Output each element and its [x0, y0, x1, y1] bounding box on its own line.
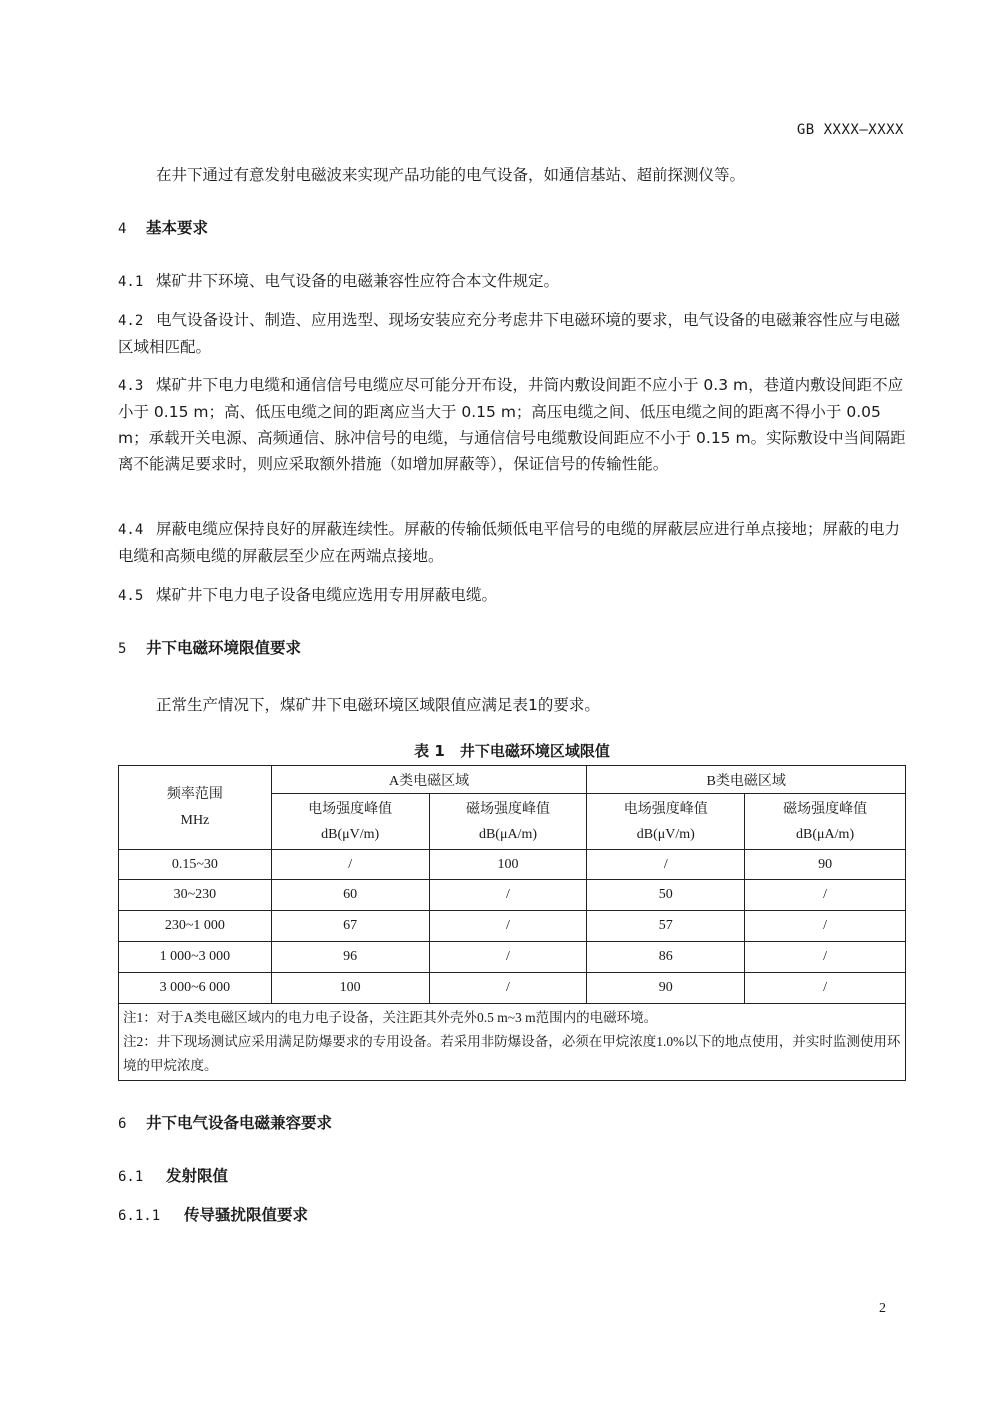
- clause-number: 4.2: [118, 313, 144, 329]
- zone-a-header: A类电磁区域: [271, 766, 587, 794]
- clause-number: 4.5: [118, 588, 144, 604]
- table-cell: 1 000~3 000: [119, 942, 272, 973]
- clause-text: 煤矿井下电力电子设备电缆应选用专用屏蔽电缆。: [156, 586, 498, 604]
- table-cell: 90: [745, 850, 906, 880]
- h-field-unit: dB(μA/m): [796, 826, 855, 842]
- table-1-title: 表 1 井下电磁环境区域限值: [414, 742, 610, 760]
- table-cell: 100: [429, 850, 587, 880]
- intro-paragraph: 在井下通过有意发射电磁波来实现产品功能的电气设备，如通信基站、超前探测仪等。: [156, 166, 746, 184]
- table-cell: 96: [271, 942, 429, 973]
- page-number: 2: [879, 1301, 886, 1316]
- section-4-title: 基本要求: [146, 219, 209, 237]
- table-cell: 60: [271, 880, 429, 911]
- table-note-2: 注2：井下现场测试应采用满足防爆要求的专用设备。若采用非防爆设备，必须在甲烷浓度1.0%以下的地点使用，并实时监测使用环境的甲烷浓度。: [123, 1034, 901, 1073]
- document-code: GB XXXX—XXXX: [796, 122, 904, 138]
- table-row: [119, 973, 906, 1004]
- table-row: [119, 850, 906, 880]
- clause-number: 4.3: [118, 378, 144, 394]
- e-field-label: 电场强度峰值: [623, 801, 708, 817]
- subsection-6-1-number: 6.1: [118, 1169, 144, 1185]
- table-cell: /: [271, 850, 429, 880]
- table-cell: /: [429, 880, 587, 911]
- table-cell: 100: [271, 973, 429, 1004]
- e-field-unit: dB(μV/m): [636, 826, 695, 842]
- table-cell: /: [587, 850, 745, 880]
- subsection-6-1-title: 发射限值: [166, 1167, 229, 1185]
- section-5-intro: 正常生产情况下，煤矿井下电磁环境区域限值应满足表1的要求。: [156, 696, 600, 714]
- table-cell: /: [745, 973, 906, 1004]
- section-6-number: 6: [118, 1116, 127, 1132]
- table-cell: 50: [587, 880, 745, 911]
- table-cell: 0.15~30: [119, 850, 272, 880]
- h-field-label: 磁场强度峰值: [465, 801, 550, 817]
- table-cell: /: [429, 973, 587, 1004]
- table-cell: /: [429, 911, 587, 942]
- table-cell: /: [745, 911, 906, 942]
- freq-header-unit: MHz: [180, 812, 210, 828]
- table-cell: 67: [271, 911, 429, 942]
- table-row: [119, 880, 906, 911]
- subsection-6-1-heading: [118, 1163, 908, 1190]
- subsection-6-1-1-heading: [118, 1202, 908, 1229]
- table-cell: 3 000~6 000: [119, 973, 272, 1004]
- zone-b-e-field-header: [587, 794, 745, 850]
- clause-4-5: [118, 582, 908, 609]
- zone-b-header: B类电磁区域: [587, 766, 906, 794]
- limits-table: [118, 765, 906, 1081]
- table-note-1: 注1：对于A类电磁区域内的电力电子设备，关注距其外壳外0.5 m~3 m范围内的电磁环境。: [123, 1010, 658, 1025]
- zone-a-h-field-header: [429, 794, 587, 850]
- table-header-row: [119, 766, 906, 794]
- zone-a-e-field-header: [271, 794, 429, 850]
- section-6-heading: [118, 1110, 908, 1137]
- h-field-unit: dB(μA/m): [478, 826, 537, 842]
- clause-number: 4.4: [118, 522, 144, 538]
- table-cell: 230~1 000: [119, 911, 272, 942]
- table-cell: 86: [587, 942, 745, 973]
- clause-text: 煤矿井下电力电缆和通信信号电缆应尽可能分开布设，井筒内敷设间距不应小于 0.3 m，巷道内敷设间距不应小于 0.15 m；高、低压电缆之间的距离应当大于 0.15 m；高压电缆之间、低压电缆之间的距离不得小于 0.05 m；承载开关电源、高频通信、脉冲信号的电缆，与通信信号电缆敷设间距应不小于 0.15 m。实际敷设中当间隔距离不能满足要求时，则应采取额外措施（如增加屏蔽等），保证信号的传输性能。: [118, 376, 906, 473]
- clause-4-3: [118, 372, 908, 477]
- e-field-unit: dB(μV/m): [321, 826, 380, 842]
- clause-text: 煤矿井下环境、电气设备的电磁兼容性应符合本文件规定。: [156, 272, 560, 290]
- subsection-6-1-1-number: 6.1.1: [118, 1208, 161, 1224]
- table-row: [119, 942, 906, 973]
- clause-4-2: [118, 307, 908, 360]
- section-5-heading: [118, 635, 908, 662]
- table-row: [119, 911, 906, 942]
- table-notes: [119, 1004, 906, 1081]
- table-notes-row: [119, 1004, 906, 1081]
- table-cell: 90: [587, 973, 745, 1004]
- clause-4-1: [118, 268, 908, 295]
- subsection-6-1-1-title: 传导骚扰限值要求: [184, 1206, 309, 1224]
- clause-text: 电气设备设计、制造、应用选型、现场安装应充分考虑井下电磁环境的要求，电气设备的电磁兼容性应与电磁区域相匹配。: [118, 311, 901, 356]
- e-field-label: 电场强度峰值: [308, 801, 393, 817]
- table-cell: /: [745, 880, 906, 911]
- table-cell: /: [429, 942, 587, 973]
- table-cell: /: [745, 942, 906, 973]
- table-cell: 57: [587, 911, 745, 942]
- clause-number: 4.1: [118, 274, 144, 290]
- section-4-heading: [118, 215, 908, 242]
- section-5-title: 井下电磁环境限值要求: [146, 639, 302, 657]
- table-cell: 30~230: [119, 880, 272, 911]
- section-4-number: 4: [118, 221, 127, 237]
- freq-header-label: 频率范围: [166, 786, 223, 802]
- clause-4-4: [118, 516, 908, 569]
- section-5-number: 5: [118, 641, 127, 657]
- section-6-title: 井下电气设备电磁兼容要求: [146, 1114, 333, 1132]
- h-field-label: 磁场强度峰值: [783, 801, 868, 817]
- clause-text: 屏蔽电缆应保持良好的屏蔽连续性。屏蔽的传输低频低电平信号的电缆的屏蔽层应进行单点接地；屏蔽的电力电缆和高频电缆的屏蔽层至少应在两端点接地。: [118, 520, 901, 565]
- freq-header: [119, 766, 272, 850]
- zone-b-h-field-header: [745, 794, 906, 850]
